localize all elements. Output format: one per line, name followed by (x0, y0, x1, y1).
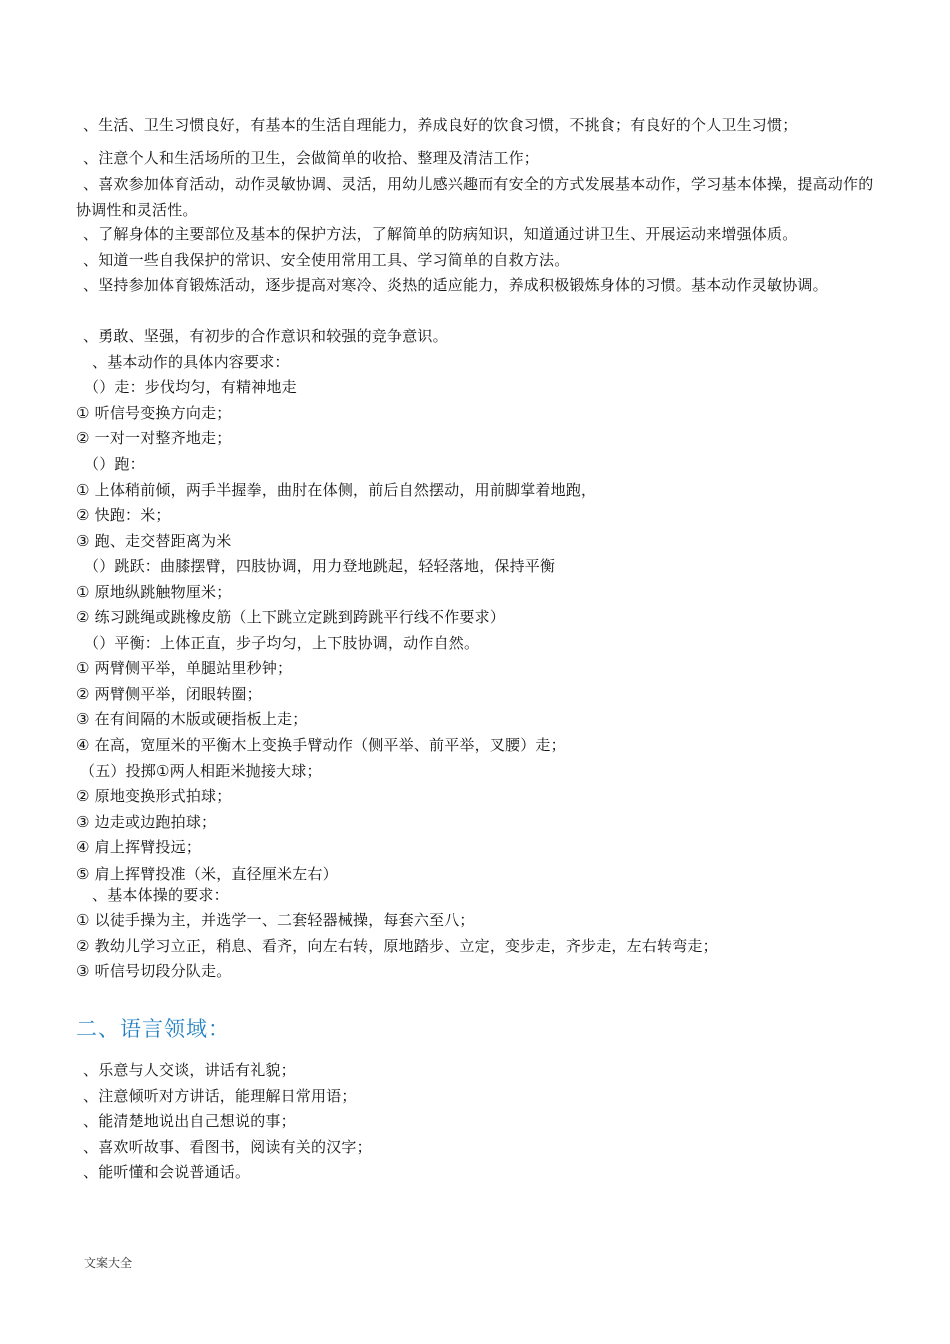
health-line-8: 、基本动作的具体内容要求： (92, 353, 290, 371)
language-section-title: 二、语言领域： (76, 1017, 230, 1041)
gymnastics-heading: 、基本体操的要求： (92, 886, 229, 904)
balance-heading: （）平衡：上体正直，步子均匀，上下肢协调，动作自然。 (84, 634, 480, 652)
jump-item-2: ② 练习跳绳或跳橡皮筋（上下跳立定跳到跨跳平行线不作要求） (76, 608, 506, 626)
walk-item-2: ② 一对一对整齐地走； (76, 429, 232, 447)
health-line-2: 、注意个人和生活场所的卫生，会做简单的收拾、整理及清洁工作； (83, 149, 540, 167)
gymnastics-item-1: ① 以徒手操为主，并选学一、二套轻器械操，每套六至八； (76, 911, 475, 929)
balance-item-4: ④ 在高，宽厘米的平衡木上变换手臂动作（侧平举、前平举，叉腰）走； (76, 736, 566, 754)
language-line-1: 、乐意与人交谈，讲话有礼貌； (83, 1061, 296, 1079)
run-item-1: ① 上体稍前倾，两手半握拳，曲肘在体侧，前后自然摆动，用前脚掌着地跑， (76, 481, 597, 499)
balance-item-1: ① 两臂侧平举，单腿站里秒钟； (76, 659, 293, 677)
page-footer: 文案大全 (84, 1256, 133, 1270)
run-item-2: ② 快跑：米； (76, 506, 171, 524)
language-line-4: 、喜欢听故事、看图书，阅读有关的汉字； (83, 1138, 372, 1156)
health-line-5: 、知道一些自我保护的常识、安全使用常用工具、学习简单的自救方法。 (83, 251, 570, 269)
health-line-6: 、坚持参加体育锻炼活动，逐步提高对寒冷、炎热的适应能力，养成积极锻炼身体的习惯。基本动作灵敏协调。 (83, 276, 828, 294)
gymnastics-item-3: ③ 听信号切段分队走。 (76, 962, 232, 980)
throw-item-4: ④ 肩上挥臂投远； (76, 838, 202, 856)
jump-heading: （）跳跃：曲膝摆臂，四肢协调，用力登地跳起，轻轻落地，保持平衡 (84, 557, 556, 575)
health-line-4: 、了解身体的主要部位及基本的保护方法，了解简单的防病知识，知道通过讲卫生、开展运动来增强体质。 (83, 225, 798, 243)
run-item-3: ③ 跑、走交替距离为米 (76, 532, 232, 550)
language-line-2: 、注意倾听对方讲话，能理解日常用语； (83, 1087, 357, 1105)
language-line-5: 、能听懂和会说普通话。 (83, 1163, 251, 1181)
health-line-3: 、喜欢参加体育活动，动作灵敏协调、灵活，用幼儿感兴趣而有安全的方式发展基本动作，学习基本体操，提高动作的协调性和灵活性。 (76, 175, 874, 219)
language-line-3: 、能清楚地说出自己想说的事； (83, 1112, 296, 1130)
run-heading: （）跑： (84, 455, 145, 473)
balance-item-2: ② 两臂侧平举，闭眼转圈； (76, 685, 262, 703)
health-line-7: 、勇敢、坚强，有初步的合作意识和较强的竞争意识。 (83, 327, 448, 345)
walk-heading: （）走：步伐均匀，有精神地走 (84, 378, 297, 396)
throw-item-2: ② 原地变换形式拍球； (76, 787, 232, 805)
throw-item-3: ③ 边走或边跑拍球； (76, 813, 217, 831)
jump-item-1: ① 原地纵跳触物厘米； (76, 583, 232, 601)
health-line-1: 、生活、卫生习惯良好，有基本的生活自理能力，养成良好的饮食习惯，不挑食；有良好的个人卫生习惯； (83, 116, 798, 134)
balance-item-3: ③ 在有间隔的木版或硬指板上走； (76, 710, 308, 728)
walk-item-1: ① 听信号变换方向走； (76, 404, 232, 422)
gymnastics-item-2: ② 教幼儿学习立正，稍息、看齐，向左右转，原地踏步、立定，变步走，齐步走，左右转弯走； (76, 937, 718, 955)
throw-heading: （五）投掷①两人相距米抛接大球； (80, 762, 322, 780)
throw-item-5: ⑤ 肩上挥臂投准（米，直径厘米左右） (76, 865, 338, 883)
